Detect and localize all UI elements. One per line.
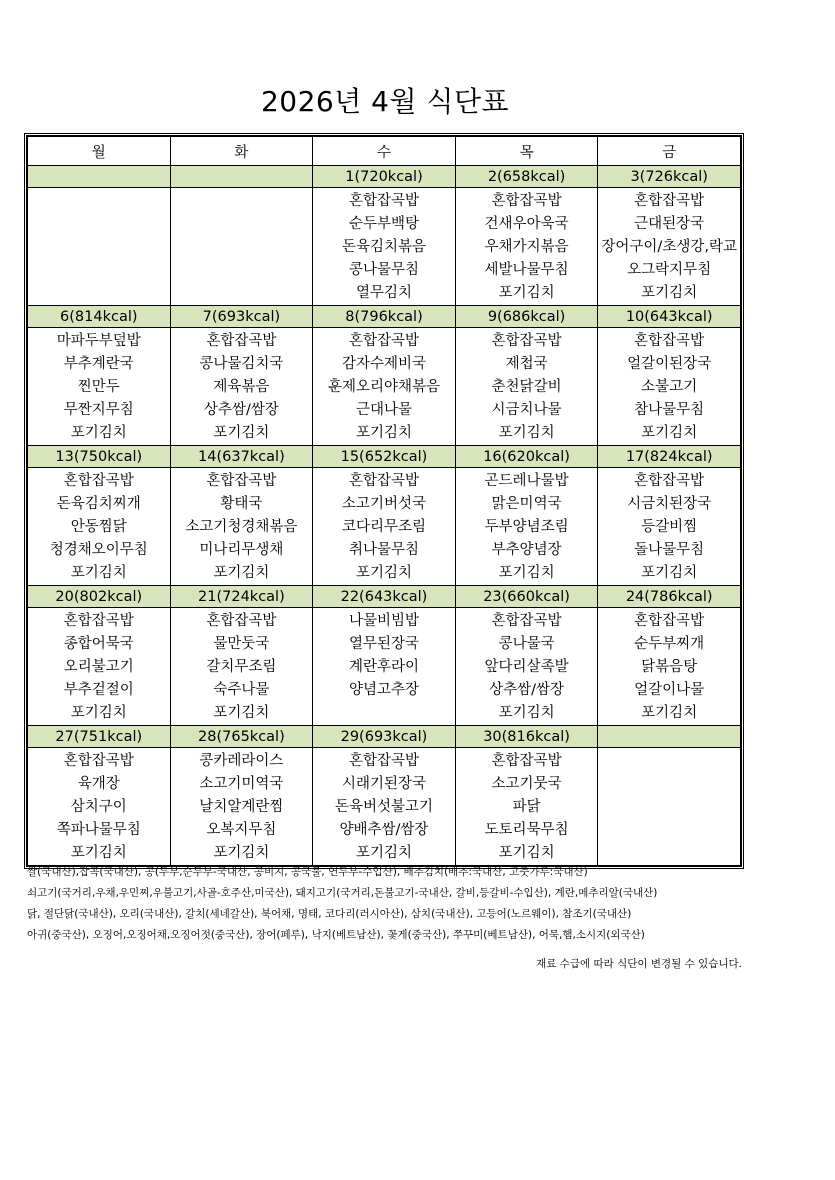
- dish-item: 마파두부덮밥: [56, 333, 141, 349]
- dish-item: 혼합잡곡밥: [634, 193, 705, 209]
- menu-cell: [313, 328, 456, 446]
- menu-cell: [28, 608, 171, 726]
- dish-item: 얼갈이된장국: [627, 356, 712, 372]
- dish-item: 혼합잡곡밥: [634, 613, 705, 629]
- date-cell: 15(652kcal): [313, 446, 456, 468]
- dish-item: 혼합잡곡밥: [206, 473, 277, 489]
- dish-item: 순두부찌개: [634, 636, 705, 652]
- date-cell: 24(786kcal): [598, 586, 741, 608]
- menu-cell: [28, 188, 171, 306]
- menu-cell: [455, 748, 598, 866]
- dish-item: 돌나물무침: [634, 542, 705, 558]
- date-cell: 30(816kcal): [455, 726, 598, 748]
- date-cell: 2(658kcal): [455, 166, 598, 188]
- dish-item: 감자수제비국: [341, 356, 426, 372]
- dish-item: 혼합잡곡밥: [348, 193, 419, 209]
- date-cell: 9(686kcal): [455, 306, 598, 328]
- menu-cell: [455, 328, 598, 446]
- dish-item: 포기김치: [213, 845, 270, 861]
- dish-item: 혼합잡곡밥: [348, 753, 419, 769]
- dish-item: 소불고기: [641, 379, 698, 395]
- dish-item: 얼갈이나물: [634, 682, 705, 698]
- dish-item: 시금치나물: [491, 402, 562, 418]
- dish-item: 돈육김치볶음: [341, 239, 426, 255]
- date-cell: 6(814kcal): [28, 306, 171, 328]
- date-row: [28, 586, 741, 608]
- dish-item: 등갈비찜: [641, 519, 698, 535]
- menu-table-frame: [24, 133, 744, 869]
- dish-item: 포기김치: [498, 565, 555, 581]
- dish-item: 닭볶음탕: [641, 659, 698, 675]
- date-cell: 3(726kcal): [598, 166, 741, 188]
- dish-item: 춘천닭갈비: [491, 379, 562, 395]
- dish-item: 오복지무침: [206, 822, 277, 838]
- menu-cell: [313, 468, 456, 586]
- weekday-header: 월: [28, 137, 171, 166]
- dish-item: 코다리무조림: [341, 519, 426, 535]
- dish-item: 훈제오리야채볶음: [327, 379, 441, 395]
- weekday-header: 금: [598, 137, 741, 166]
- dish-item: 두부양념조림: [484, 519, 569, 535]
- dish-item: 종합어묵국: [63, 636, 134, 652]
- dish-item: 포기김치: [70, 565, 127, 581]
- origin-note-line: 쇠고기(국거리,우채,우민찌,우불고기,사골-호주산,미국산), 돼지고기(국거리,돈불고기-국내산, 갈비,등갈비-수입산), 계란,메추리알(국내산): [27, 887, 658, 899]
- dish-item: 혼합잡곡밥: [491, 613, 562, 629]
- dish-item: 제육볶음: [213, 379, 270, 395]
- dish-item: 혼합잡곡밥: [348, 333, 419, 349]
- dish-item: 시래기된장국: [341, 776, 426, 792]
- dish-item: 혼합잡곡밥: [491, 193, 562, 209]
- dish-item: 소고기미역국: [199, 776, 284, 792]
- date-cell: 29(693kcal): [313, 726, 456, 748]
- date-cell: 27(751kcal): [28, 726, 171, 748]
- dish-item: 장어구이/초생강,락교: [601, 239, 737, 255]
- menu-row: [28, 188, 741, 306]
- weekday-header: 목: [455, 137, 598, 166]
- dish-item: 포기김치: [213, 705, 270, 721]
- date-cell: 22(643kcal): [313, 586, 456, 608]
- dish-item: 오그락지무침: [627, 262, 712, 278]
- menu-cell: [455, 608, 598, 726]
- dish-item: 소고기버섯국: [341, 496, 426, 512]
- menu-cell: [313, 748, 456, 866]
- date-cell: 10(643kcal): [598, 306, 741, 328]
- menu-row: [28, 608, 741, 726]
- dish-item: 콩나물김치국: [199, 356, 284, 372]
- dish-item: 포기김치: [355, 425, 412, 441]
- menu-row: [28, 748, 741, 866]
- date-cell: 8(796kcal): [313, 306, 456, 328]
- dish-item: 포기김치: [641, 565, 698, 581]
- page-title: 2026년 4월 식단표: [260, 85, 510, 118]
- dish-item: 우채가지볶음: [484, 239, 569, 255]
- weekday-header: 화: [170, 137, 313, 166]
- date-cell: 28(765kcal): [170, 726, 313, 748]
- dish-item: 숙주나물: [213, 682, 270, 698]
- dish-item: 근대된장국: [634, 216, 705, 232]
- dish-item: 포기김치: [213, 425, 270, 441]
- date-cell: 14(637kcal): [170, 446, 313, 468]
- origin-note-line: 쌀(국내산),잡곡(국내산), 콩(두부,순두부-국내산, 콩비지, 콩국물, 연두부-수입산), 배추김치(배추:국내산, 고춧가루:국내산): [27, 866, 588, 878]
- dish-item: 혼합잡곡밥: [206, 333, 277, 349]
- dish-item: 콩나물국: [498, 636, 555, 652]
- change-notice: 재료 수급에 따라 식단이 변경될 수 있습니다.: [536, 958, 742, 970]
- menu-cell: [598, 188, 741, 306]
- dish-item: 황태국: [220, 496, 263, 512]
- dish-item: 혼합잡곡밥: [634, 333, 705, 349]
- dish-item: 소고기청경채볶음: [185, 519, 298, 535]
- menu-cell: [28, 468, 171, 586]
- dish-item: 포기김치: [70, 705, 127, 721]
- menu-cell: [598, 328, 741, 446]
- date-cell: 17(824kcal): [598, 446, 741, 468]
- dish-item: 혼합잡곡밥: [63, 473, 134, 489]
- date-cell: [598, 726, 741, 748]
- dish-item: 콩카레라이스: [199, 753, 284, 769]
- dish-item: 혼합잡곡밥: [63, 753, 134, 769]
- menu-cell: [28, 748, 171, 866]
- dish-item: 혼합잡곡밥: [63, 613, 134, 629]
- menu-cell: [598, 608, 741, 726]
- dish-item: 미나리무생채: [199, 542, 284, 558]
- dish-item: 포기김치: [213, 565, 270, 581]
- dish-item: 포기김치: [498, 705, 555, 721]
- menu-cell: [170, 608, 313, 726]
- dish-item: 열무김치: [355, 285, 412, 301]
- menu-row: [28, 468, 741, 586]
- dish-item: 돈육김치찌개: [56, 496, 141, 512]
- date-cell: 13(750kcal): [28, 446, 171, 468]
- dish-item: 콩나물무침: [348, 262, 419, 278]
- menu-cell: [170, 748, 313, 866]
- origin-note-line: 아귀(중국산), 오징어,오징어채,오징어젓(중국산), 장어(페루), 낙지(베트남산), 꽃게(중국산), 쭈꾸미(베트남산), 어묵,햄,소시지(외국산): [27, 929, 645, 941]
- weekday-header: 수: [313, 137, 456, 166]
- dish-item: 포기김치: [355, 845, 412, 861]
- date-cell: [170, 166, 313, 188]
- date-cell: 20(802kcal): [28, 586, 171, 608]
- menu-cell: [455, 188, 598, 306]
- menu-cell: [598, 748, 741, 866]
- menu-cell: [313, 608, 456, 726]
- dish-item: 양배추쌈/쌈장: [339, 822, 429, 838]
- menu-cell: [598, 468, 741, 586]
- dish-item: 포기김치: [641, 425, 698, 441]
- date-cell: 21(724kcal): [170, 586, 313, 608]
- menu-cell: [313, 188, 456, 306]
- date-cell: 7(693kcal): [170, 306, 313, 328]
- dish-item: 포기김치: [70, 425, 127, 441]
- dish-item: 무짠지무침: [63, 402, 134, 418]
- dish-item: 곤드레나물밥: [484, 473, 569, 489]
- date-cell: [28, 166, 171, 188]
- dish-item: 세발나물무침: [484, 262, 569, 278]
- date-row: [28, 726, 741, 748]
- dish-item: 부추계란국: [63, 356, 134, 372]
- menu-cell: [28, 328, 171, 446]
- dish-item: 찐만두: [77, 379, 120, 395]
- dish-item: 포기김치: [70, 845, 127, 861]
- date-row: [28, 166, 741, 188]
- dish-item: 열무된장국: [348, 636, 419, 652]
- dish-item: 앞다리살족발: [484, 659, 569, 675]
- date-cell: 23(660kcal): [455, 586, 598, 608]
- menu-body: [28, 166, 741, 866]
- origin-notes: [27, 862, 657, 946]
- date-row: [28, 446, 741, 468]
- menu-table: [27, 136, 741, 866]
- weekday-header-row: [28, 137, 741, 166]
- dish-item: 혼합잡곡밥: [206, 613, 277, 629]
- dish-item: 포기김치: [641, 705, 698, 721]
- dish-item: 맑은미역국: [491, 496, 562, 512]
- dish-item: 날치알계란찜: [199, 799, 284, 815]
- dish-item: 포기김치: [355, 565, 412, 581]
- dish-item: 부추겉절이: [63, 682, 134, 698]
- date-cell: 1(720kcal): [313, 166, 456, 188]
- dish-item: 부추양념장: [491, 542, 562, 558]
- dish-item: 쪽파나물무침: [56, 822, 141, 838]
- menu-cell: [170, 188, 313, 306]
- dish-item: 순두부백탕: [348, 216, 419, 232]
- dish-item: 안동찜닭: [70, 519, 127, 535]
- dish-item: 근대나물: [355, 402, 412, 418]
- date-cell: 16(620kcal): [455, 446, 598, 468]
- dish-item: 혼합잡곡밥: [348, 473, 419, 489]
- dish-item: 건새우아욱국: [484, 216, 569, 232]
- dish-item: 혼합잡곡밥: [634, 473, 705, 489]
- dish-item: 돈육버섯불고기: [334, 799, 434, 815]
- dish-item: 포기김치: [498, 425, 555, 441]
- dish-item: 혼합잡곡밥: [491, 753, 562, 769]
- menu-cell: [455, 468, 598, 586]
- dish-item: 도토리묵무침: [484, 822, 569, 838]
- menu-cell: [170, 328, 313, 446]
- dish-item: 상추쌈/쌈장: [489, 682, 565, 698]
- dish-item: 삼치구이: [70, 799, 127, 815]
- dish-item: 시금치된장국: [627, 496, 712, 512]
- dish-item: 포기김치: [641, 285, 698, 301]
- dish-item: 제첩국: [505, 356, 548, 372]
- dish-item: 혼합잡곡밥: [491, 333, 562, 349]
- dish-item: 양념고추장: [348, 682, 419, 698]
- date-row: [28, 306, 741, 328]
- menu-cell: [170, 468, 313, 586]
- origin-note-line: 닭, 절단닭(국내산), 오리(국내산), 갈치(세네갈산), 북어채, 명태, 코다리(러시아산), 삼치(국내산), 고등어(노르웨이), 참조기(국내산): [27, 908, 632, 920]
- dish-item: 육개장: [77, 776, 120, 792]
- dish-item: 취나물무침: [348, 542, 419, 558]
- dish-item: 물만둣국: [213, 636, 270, 652]
- dish-item: 포기김치: [498, 285, 555, 301]
- dish-item: 포기김치: [498, 845, 555, 861]
- dish-item: 소고기뭇국: [491, 776, 562, 792]
- dish-item: 파닭: [512, 799, 541, 815]
- menu-row: [28, 328, 741, 446]
- dish-item: 갈치무조림: [206, 659, 277, 675]
- dish-item: 오리불고기: [63, 659, 134, 675]
- dish-item: 나물비빔밥: [348, 613, 419, 629]
- dish-item: 계란후라이: [348, 659, 419, 675]
- dish-item: 참나물무침: [634, 402, 705, 418]
- dish-item: 청경채오이무침: [49, 542, 148, 558]
- dish-item: 상추쌈/쌈장: [203, 402, 279, 418]
